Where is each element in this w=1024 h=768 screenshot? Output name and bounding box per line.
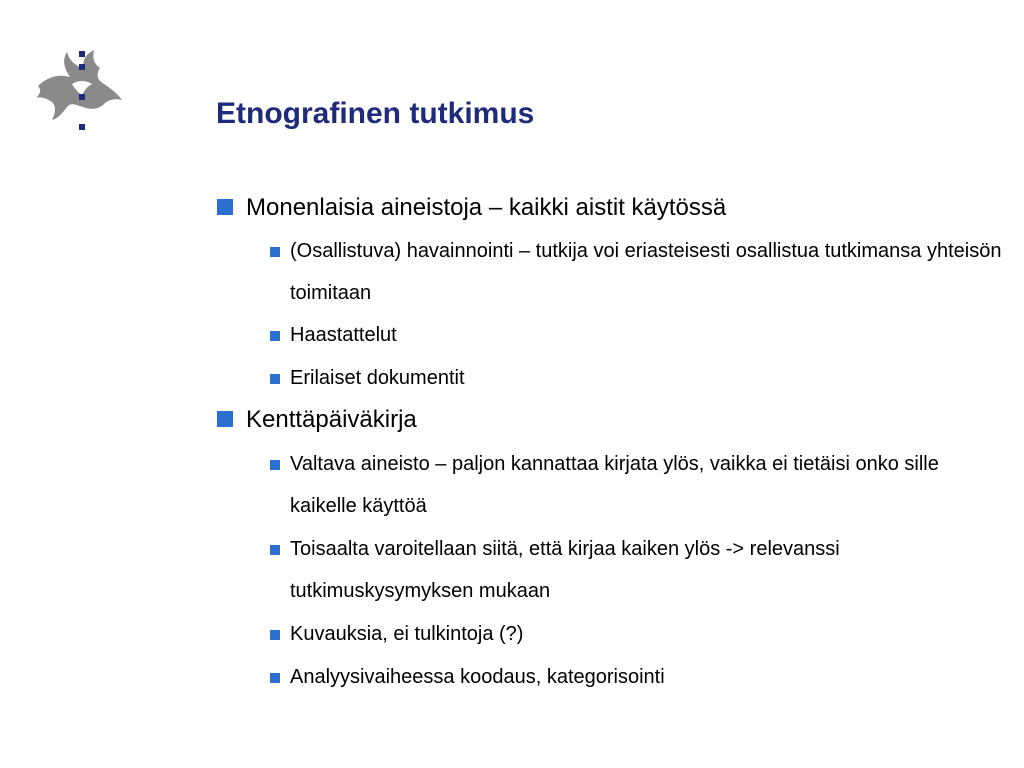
sub-bullet-item xyxy=(270,357,1010,399)
square-bullet-icon xyxy=(217,411,233,427)
flame-shape xyxy=(36,50,122,120)
bullet-text: Monenlaisia aineistoja – kaikki aistit käytössä xyxy=(246,194,727,221)
sub-bullet-text: Erilaiset dokumentit xyxy=(290,367,465,389)
square-bullet-icon xyxy=(270,545,280,555)
square-bullet-icon xyxy=(270,673,280,683)
slide-title: Etnografinen tutkimus xyxy=(216,97,535,130)
sub-bullet-text: Toisaalta varoitellaan siitä, että kirjaa kaiken ylös -> relevanssi tutkimuskysymyksen mukaan xyxy=(290,538,840,602)
bullet-text: Kenttäpäiväkirja xyxy=(246,406,417,433)
university-flame-logo-icon xyxy=(34,46,126,138)
square-bullet-icon xyxy=(270,630,280,640)
sub-bullet-text: (Osallistuva) havainnointi – tutkija voi eriasteisesti osallistua tutkimansa yhteisön toimitaan xyxy=(290,240,1002,304)
sub-bullet-text: Analyysivaiheessa koodaus, kategorisointi xyxy=(290,666,665,688)
square-bullet-icon xyxy=(270,247,280,257)
square-bullet-icon xyxy=(270,331,280,341)
sub-bullet-item xyxy=(270,656,1010,698)
square-bullet-icon xyxy=(217,199,233,215)
sub-bullet-text: Valtava aineisto – paljon kannattaa kirjata ylös, vaikka ei tietäisi onko sille kaikelle käyttöä xyxy=(290,453,939,517)
sub-bullet-item xyxy=(270,314,1010,356)
sub-bullet-item xyxy=(270,443,1010,527)
sub-bullet-text: Haastattelut xyxy=(290,324,397,346)
square-bullet-icon xyxy=(270,374,280,384)
square-bullet-icon xyxy=(270,460,280,470)
sub-bullet-text: Kuvauksia, ei tulkintoja (?) xyxy=(290,623,524,645)
sub-bullet-item xyxy=(270,613,1010,655)
sub-bullet-item xyxy=(270,528,1010,612)
sub-bullet-item xyxy=(270,230,1010,314)
